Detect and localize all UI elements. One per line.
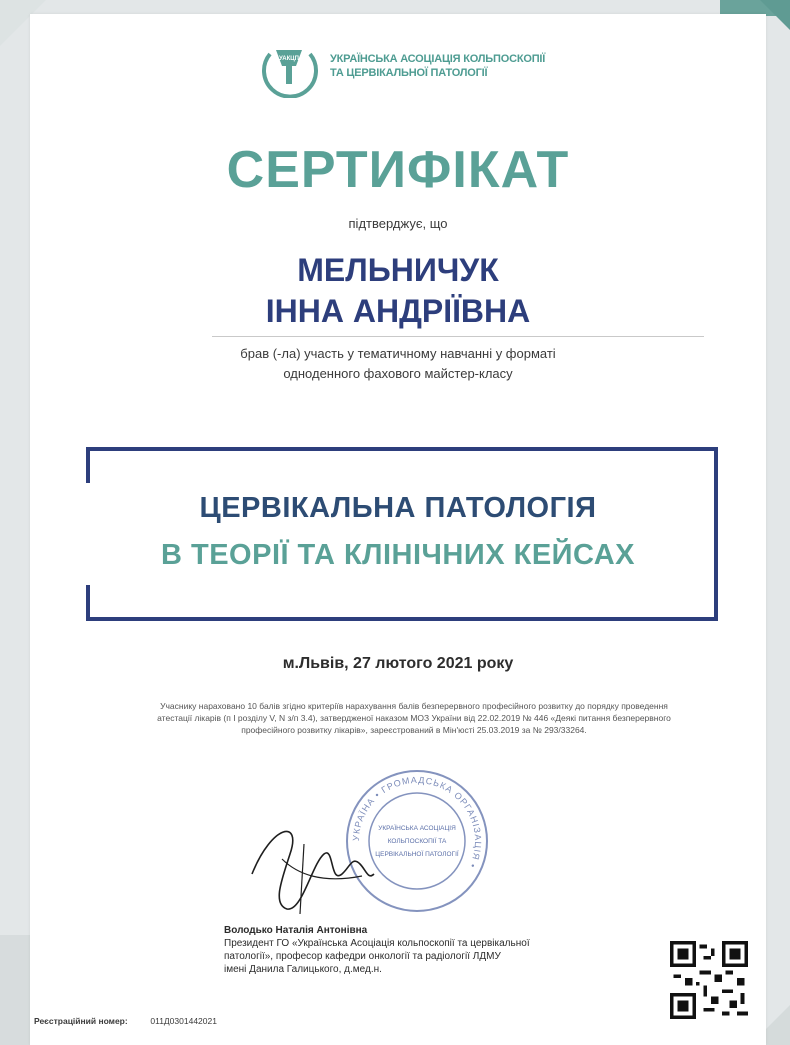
course-frame-top xyxy=(86,447,718,451)
signer-title-line-3: імені Данила Галицького, д.мед.н. xyxy=(224,964,382,975)
corner-decoration-bottom-left xyxy=(0,935,30,1045)
participation-text xyxy=(30,344,766,384)
city-date: м.Львів, 27 лютого 2021 року xyxy=(282,655,514,672)
stamp-ring-text: УКРАЇНА • ГРОМАДСЬКА ОРГАНІЗАЦІЯ • xyxy=(350,774,484,871)
signer-title-line-1: Президент ГО «Українська Асоціація кольпоскопії та цервікальної xyxy=(224,938,530,949)
registration-value: 011Д0301442021 xyxy=(150,1016,217,1026)
certificate-sheet xyxy=(30,14,766,1045)
cpd-points-text xyxy=(84,700,744,736)
organization-name-line-2: ТА ЦЕРВІКАЛЬНОЇ ПАТОЛОГІЇ xyxy=(330,67,488,79)
stamp-center-line-2: КОЛЬПОСКОПІЇ ТА xyxy=(387,838,447,845)
name-divider xyxy=(212,336,704,337)
signer-name: Володько Наталія Антонівна xyxy=(224,925,368,936)
course-frame-bottom-left xyxy=(86,585,90,621)
organization-logo xyxy=(256,40,576,98)
cpd-points-line-1: Учаснику нараховано 10 балів згідно критеріїв нарахування балів безперервного професійного розвитку до порядку проведення xyxy=(160,701,668,711)
registration-label: Реєстраційний номер: xyxy=(34,1016,128,1026)
organization-name xyxy=(330,52,580,80)
participation-line-2: одноденного фахового майстер-класу xyxy=(283,366,513,381)
course-frame-right xyxy=(714,447,718,621)
course-frame-bottom xyxy=(86,617,718,621)
signature xyxy=(242,814,382,924)
logo-abbrev: УАКЦП xyxy=(279,56,299,62)
cpd-points-line-3: професійного розвитку лікарів», зареєстрований в Мін'юсті 25.03.2019 за № 293/33264. xyxy=(241,725,587,735)
course-title-line-2: В ТЕОРІЇ ТА КЛІНІЧНИХ КЕЙСАХ xyxy=(160,539,636,571)
course-frame-top-left xyxy=(86,447,90,483)
registration-number xyxy=(34,1016,217,1026)
recipient-surname: МЕЛЬНИЧУК xyxy=(297,252,499,288)
signer-block xyxy=(224,924,644,976)
organization-name-line-1: УКРАЇНСЬКА АСОЦІАЦІЯ КОЛЬПОСКОПІЇ xyxy=(330,53,546,65)
stamp-center-line-1: УКРАЇНСЬКА АСОЦІАЦІЯ xyxy=(378,825,456,832)
cpd-points-line-2: атестації лікарів (п І розділу V, N з/п 3.4), затвердженої наказом МОЗ України від 22.02.2019 № 446 «Деякі питання безперервного xyxy=(157,713,671,723)
qr-code-icon xyxy=(670,941,748,1019)
confirms-text: підтверджує, що xyxy=(348,216,448,231)
participation-line-1: брав (-ла) участь у тематичному навчанні у форматі xyxy=(240,346,556,361)
stamp-center-line-3: ЦЕРВІКАЛЬНОЇ ПАТОЛОГІЇ xyxy=(375,851,459,858)
course-title-line-1: ЦЕРВІКАЛЬНА ПАТОЛОГІЯ xyxy=(199,492,597,524)
certificate-title: СЕРТИФІКАТ xyxy=(226,141,570,199)
signer-title-line-2: патології», професор кафедри онкології та радіології ЛДМУ xyxy=(224,951,501,962)
logo-emblem-icon xyxy=(256,40,322,98)
recipient-given-names: ІННА АНДРІЇВНА xyxy=(265,293,531,329)
